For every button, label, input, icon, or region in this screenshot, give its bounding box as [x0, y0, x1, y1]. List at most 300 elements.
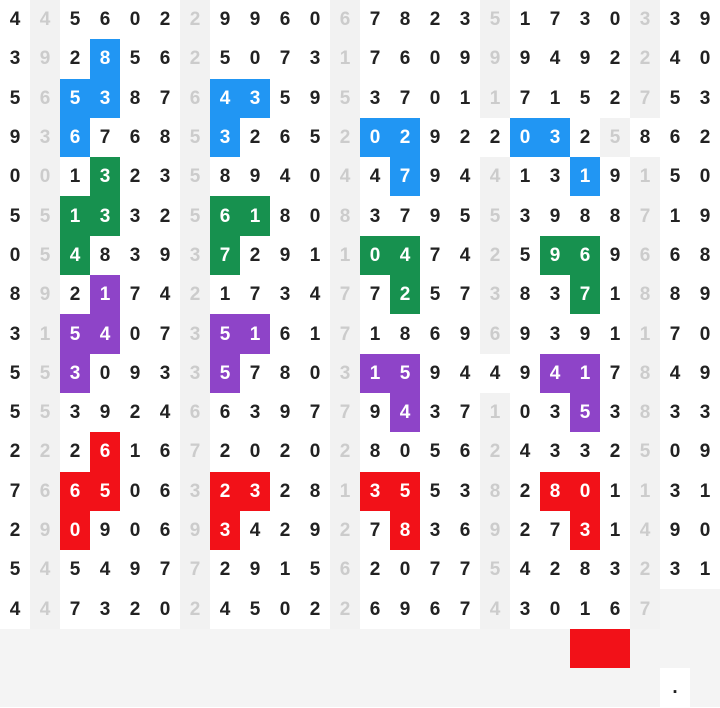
- grid-cell-r6-c3: 8: [90, 236, 120, 275]
- grid-cell-r14-c13: 0: [390, 550, 420, 589]
- grid-cell-r2-c0: 5: [0, 79, 30, 118]
- grid-cell-r16-c17: [510, 629, 540, 668]
- grid-cell-r15-c10: 2: [300, 589, 330, 628]
- grid-cell-r1-c0: 3: [0, 39, 30, 78]
- grid-cell-r4-c17: 1: [510, 157, 540, 196]
- grid-cell-r16-c6: [180, 629, 210, 668]
- grid-cell-r15-c23: [690, 589, 720, 628]
- grid-cell-r4-c23: 0: [690, 157, 720, 196]
- grid-cell-r14-c15: 7: [450, 550, 480, 589]
- grid-cell-r8-c23: 0: [690, 314, 720, 353]
- grid-cell-r0-c22: 3: [660, 0, 690, 39]
- grid-cell-r3-c1: 3: [30, 118, 60, 157]
- grid-cell-r5-c11: 8: [330, 196, 360, 235]
- grid-cell-r5-c19: 8: [570, 196, 600, 235]
- grid-cell-r14-c20: 3: [600, 550, 630, 589]
- grid-cell-r4-c8: 9: [240, 157, 270, 196]
- grid-cell-r9-c11: 3: [330, 354, 360, 393]
- grid-cell-r5-c17: 3: [510, 196, 540, 235]
- grid-cell-r12-c7: 2: [210, 472, 240, 511]
- grid-cell-r14-c0: 5: [0, 550, 30, 589]
- grid-cell-r13-c8: 4: [240, 511, 270, 550]
- grid-cell-r15-c14: 6: [420, 589, 450, 628]
- grid-cell-r12-c10: 8: [300, 472, 330, 511]
- grid-cell-r11-c4: 1: [120, 432, 150, 471]
- grid-cell-r0-c18: 7: [540, 0, 570, 39]
- grid-cell-r3-c23: 2: [690, 118, 720, 157]
- grid-cell-r7-c22: 8: [660, 275, 690, 314]
- grid-cell-r6-c9: 9: [270, 236, 300, 275]
- grid-cell-r9-c14: 9: [420, 354, 450, 393]
- grid-cell-r2-c6: 6: [180, 79, 210, 118]
- grid-cell-r17-c0: [0, 668, 30, 707]
- grid-cell-r13-c5: 6: [150, 511, 180, 550]
- grid-cell-r4-c7: 8: [210, 157, 240, 196]
- grid-cell-r13-c1: 9: [30, 511, 60, 550]
- grid-cell-r6-c20: 9: [600, 236, 630, 275]
- grid-cell-r4-c12: 4: [360, 157, 390, 196]
- grid-cell-r16-c20: [600, 629, 630, 668]
- grid-cell-r2-c7: 4: [210, 79, 240, 118]
- grid-cell-r7-c6: 2: [180, 275, 210, 314]
- grid-cell-r14-c23: 1: [690, 550, 720, 589]
- grid-cell-r7-c1: 9: [30, 275, 60, 314]
- grid-cell-r0-c11: 6: [330, 0, 360, 39]
- grid-cell-r2-c14: 0: [420, 79, 450, 118]
- grid-cell-r9-c21: 8: [630, 354, 660, 393]
- grid-cell-r13-c14: 3: [420, 511, 450, 550]
- grid-cell-r17-c3: [90, 668, 120, 707]
- grid-cell-r6-c2: 4: [60, 236, 90, 275]
- grid-cell-r5-c12: 3: [360, 196, 390, 235]
- grid-cell-r5-c0: 5: [0, 196, 30, 235]
- grid-cell-r2-c11: 5: [330, 79, 360, 118]
- grid-cell-r3-c20: 5: [600, 118, 630, 157]
- grid-cell-r5-c3: 3: [90, 196, 120, 235]
- grid-cell-r11-c15: 6: [450, 432, 480, 471]
- grid-cell-r3-c3: 7: [90, 118, 120, 157]
- grid-cell-r0-c5: 2: [150, 0, 180, 39]
- grid-cell-r4-c5: 3: [150, 157, 180, 196]
- grid-cell-r14-c4: 9: [120, 550, 150, 589]
- grid-cell-r2-c12: 3: [360, 79, 390, 118]
- grid-cell-r3-c15: 2: [450, 118, 480, 157]
- grid-cell-r10-c20: 3: [600, 393, 630, 432]
- grid-cell-r1-c11: 1: [330, 39, 360, 78]
- grid-cell-r6-c0: 0: [0, 236, 30, 275]
- grid-cell-r10-c3: 9: [90, 393, 120, 432]
- grid-cell-r2-c16: 1: [480, 79, 510, 118]
- grid-cell-r7-c9: 3: [270, 275, 300, 314]
- grid-cell-r12-c17: 2: [510, 472, 540, 511]
- grid-cell-r1-c10: 3: [300, 39, 330, 78]
- grid-cell-r2-c4: 8: [120, 79, 150, 118]
- grid-cell-r16-c21: [630, 629, 660, 668]
- grid-cell-r3-c7: 3: [210, 118, 240, 157]
- grid-cell-r12-c6: 3: [180, 472, 210, 511]
- grid-cell-r5-c21: 7: [630, 196, 660, 235]
- grid-cell-r13-c6: 9: [180, 511, 210, 550]
- grid-cell-r10-c18: 3: [540, 393, 570, 432]
- grid-cell-r12-c12: 3: [360, 472, 390, 511]
- grid-cell-r4-c14: 9: [420, 157, 450, 196]
- grid-cell-r10-c5: 4: [150, 393, 180, 432]
- grid-cell-r16-c0: [0, 629, 30, 668]
- grid-cell-r0-c12: 7: [360, 0, 390, 39]
- grid-cell-r0-c19: 3: [570, 0, 600, 39]
- grid-cell-r1-c6: 2: [180, 39, 210, 78]
- grid-cell-r7-c19: 7: [570, 275, 600, 314]
- grid-cell-r5-c22: 1: [660, 196, 690, 235]
- grid-cell-r0-c16: 5: [480, 0, 510, 39]
- grid-cell-r12-c19: 0: [570, 472, 600, 511]
- grid-cell-r2-c9: 5: [270, 79, 300, 118]
- grid-cell-r16-c11: [330, 629, 360, 668]
- grid-cell-r2-c21: 7: [630, 79, 660, 118]
- grid-cell-r5-c4: 3: [120, 196, 150, 235]
- grid-cell-r14-c5: 7: [150, 550, 180, 589]
- grid-cell-r2-c10: 9: [300, 79, 330, 118]
- grid-cell-r6-c19: 6: [570, 236, 600, 275]
- grid-cell-r3-c4: 6: [120, 118, 150, 157]
- grid-cell-r11-c12: 8: [360, 432, 390, 471]
- grid-cell-r7-c15: 7: [450, 275, 480, 314]
- grid-cell-r4-c22: 5: [660, 157, 690, 196]
- grid-cell-r17-c22: .: [660, 668, 690, 707]
- grid-cell-r1-c22: 4: [660, 39, 690, 78]
- grid-cell-r7-c11: 7: [330, 275, 360, 314]
- grid-cell-r9-c18: 4: [540, 354, 570, 393]
- grid-cell-r1-c20: 2: [600, 39, 630, 78]
- grid-cell-r14-c17: 4: [510, 550, 540, 589]
- grid-cell-r8-c18: 3: [540, 314, 570, 353]
- grid-cell-r5-c9: 8: [270, 196, 300, 235]
- grid-cell-r13-c20: 1: [600, 511, 630, 550]
- grid-cell-r7-c5: 4: [150, 275, 180, 314]
- grid-cell-r1-c7: 5: [210, 39, 240, 78]
- grid-cell-r15-c5: 0: [150, 589, 180, 628]
- grid-cell-r9-c0: 5: [0, 354, 30, 393]
- grid-cell-r17-c17: [510, 668, 540, 707]
- grid-cell-r17-c20: [600, 668, 630, 707]
- grid-cell-r4-c1: 0: [30, 157, 60, 196]
- grid-cell-r13-c12: 7: [360, 511, 390, 550]
- grid-cell-r1-c18: 4: [540, 39, 570, 78]
- grid-cell-r4-c21: 1: [630, 157, 660, 196]
- grid-cell-r7-c10: 4: [300, 275, 330, 314]
- grid-cell-r11-c6: 7: [180, 432, 210, 471]
- grid-cell-r7-c20: 1: [600, 275, 630, 314]
- grid-cell-r7-c0: 8: [0, 275, 30, 314]
- grid-cell-r15-c11: 2: [330, 589, 360, 628]
- grid-cell-r11-c13: 0: [390, 432, 420, 471]
- grid-cell-r11-c18: 3: [540, 432, 570, 471]
- grid-cell-r10-c7: 6: [210, 393, 240, 432]
- grid-cell-r4-c11: 4: [330, 157, 360, 196]
- grid-cell-r12-c18: 8: [540, 472, 570, 511]
- grid-cell-r14-c3: 4: [90, 550, 120, 589]
- grid-cell-r7-c16: 3: [480, 275, 510, 314]
- grid-cell-r2-c1: 6: [30, 79, 60, 118]
- grid-cell-r0-c7: 9: [210, 0, 240, 39]
- grid-cell-r3-c13: 2: [390, 118, 420, 157]
- grid-cell-r12-c0: 7: [0, 472, 30, 511]
- grid-cell-r13-c15: 6: [450, 511, 480, 550]
- grid-cell-r17-c7: [210, 668, 240, 707]
- grid-cell-r12-c13: 5: [390, 472, 420, 511]
- grid-cell-r2-c23: 3: [690, 79, 720, 118]
- grid-cell-r0-c4: 0: [120, 0, 150, 39]
- grid-cell-r4-c4: 2: [120, 157, 150, 196]
- grid-cell-r3-c12: 0: [360, 118, 390, 157]
- grid-cell-r16-c14: [420, 629, 450, 668]
- grid-cell-r8-c21: 1: [630, 314, 660, 353]
- grid-cell-r4-c9: 4: [270, 157, 300, 196]
- grid-cell-r1-c4: 5: [120, 39, 150, 78]
- grid-cell-r11-c3: 6: [90, 432, 120, 471]
- grid-cell-r11-c5: 6: [150, 432, 180, 471]
- grid-cell-r9-c4: 9: [120, 354, 150, 393]
- grid-cell-r14-c12: 2: [360, 550, 390, 589]
- grid-cell-r8-c19: 9: [570, 314, 600, 353]
- grid-cell-r12-c21: 1: [630, 472, 660, 511]
- grid-cell-r0-c21: 3: [630, 0, 660, 39]
- grid-cell-r10-c22: 3: [660, 393, 690, 432]
- grid-cell-r8-c11: 7: [330, 314, 360, 353]
- grid-cell-r14-c7: 2: [210, 550, 240, 589]
- grid-cell-r12-c8: 3: [240, 472, 270, 511]
- grid-cell-r9-c3: 0: [90, 354, 120, 393]
- grid-cell-r5-c6: 5: [180, 196, 210, 235]
- grid-cell-r7-c4: 7: [120, 275, 150, 314]
- grid-cell-r0-c8: 9: [240, 0, 270, 39]
- grid-cell-r17-c16: [480, 668, 510, 707]
- grid-cell-r15-c17: 3: [510, 589, 540, 628]
- grid-cell-r5-c18: 9: [540, 196, 570, 235]
- grid-cell-r16-c1: [30, 629, 60, 668]
- grid-cell-r6-c1: 5: [30, 236, 60, 275]
- grid-cell-r13-c17: 2: [510, 511, 540, 550]
- grid-cell-r0-c20: 0: [600, 0, 630, 39]
- grid-cell-r4-c16: 4: [480, 157, 510, 196]
- grid-cell-r16-c18: [540, 629, 570, 668]
- grid-cell-r15-c21: 7: [630, 589, 660, 628]
- grid-cell-r11-c16: 2: [480, 432, 510, 471]
- grid-cell-r11-c23: 9: [690, 432, 720, 471]
- grid-cell-r15-c19: 1: [570, 589, 600, 628]
- grid-cell-r1-c14: 0: [420, 39, 450, 78]
- grid-cell-r7-c23: 9: [690, 275, 720, 314]
- grid-cell-r14-c1: 4: [30, 550, 60, 589]
- grid-cell-r6-c6: 3: [180, 236, 210, 275]
- grid-cell-r9-c19: 1: [570, 354, 600, 393]
- grid-cell-r12-c11: 1: [330, 472, 360, 511]
- grid-cell-r15-c2: 7: [60, 589, 90, 628]
- grid-cell-r8-c0: 3: [0, 314, 30, 353]
- grid-cell-r6-c8: 2: [240, 236, 270, 275]
- grid-cell-r14-c6: 7: [180, 550, 210, 589]
- grid-cell-r11-c2: 2: [60, 432, 90, 471]
- grid-cell-r15-c22: [660, 589, 690, 628]
- grid-cell-r3-c21: 8: [630, 118, 660, 157]
- grid-cell-r11-c22: 0: [660, 432, 690, 471]
- grid-cell-r6-c10: 1: [300, 236, 330, 275]
- grid-cell-r4-c15: 4: [450, 157, 480, 196]
- grid-cell-r3-c8: 2: [240, 118, 270, 157]
- grid-cell-r5-c23: 9: [690, 196, 720, 235]
- grid-cell-r11-c11: 2: [330, 432, 360, 471]
- grid-cell-r13-c0: 2: [0, 511, 30, 550]
- grid-cell-r8-c2: 5: [60, 314, 90, 353]
- grid-cell-r16-c9: [270, 629, 300, 668]
- grid-cell-r13-c2: 0: [60, 511, 90, 550]
- grid-cell-r4-c19: 1: [570, 157, 600, 196]
- grid-cell-r13-c23: 0: [690, 511, 720, 550]
- grid-cell-r6-c13: 4: [390, 236, 420, 275]
- grid-cell-r11-c17: 4: [510, 432, 540, 471]
- grid-cell-r9-c1: 5: [30, 354, 60, 393]
- grid-cell-r14-c21: 2: [630, 550, 660, 589]
- grid-cell-r15-c12: 6: [360, 589, 390, 628]
- grid-cell-r0-c9: 6: [270, 0, 300, 39]
- grid-cell-r0-c14: 2: [420, 0, 450, 39]
- grid-cell-r4-c6: 5: [180, 157, 210, 196]
- grid-cell-r10-c8: 3: [240, 393, 270, 432]
- grid-cell-r15-c4: 2: [120, 589, 150, 628]
- grid-cell-r16-c19: [570, 629, 600, 668]
- grid-cell-r2-c20: 2: [600, 79, 630, 118]
- grid-cell-r8-c9: 6: [270, 314, 300, 353]
- grid-cell-r9-c22: 4: [660, 354, 690, 393]
- grid-cell-r1-c23: 0: [690, 39, 720, 78]
- grid-cell-r1-c5: 6: [150, 39, 180, 78]
- grid-cell-r6-c17: 5: [510, 236, 540, 275]
- grid-cell-r10-c6: 6: [180, 393, 210, 432]
- grid-cell-r1-c1: 9: [30, 39, 60, 78]
- grid-cell-r8-c4: 0: [120, 314, 150, 353]
- grid-cell-r9-c10: 0: [300, 354, 330, 393]
- grid-cell-r10-c9: 9: [270, 393, 300, 432]
- grid-cell-r17-c23: [690, 668, 720, 707]
- grid-cell-r13-c22: 9: [660, 511, 690, 550]
- grid-cell-r14-c11: 6: [330, 550, 360, 589]
- grid-cell-r13-c19: 3: [570, 511, 600, 550]
- grid-cell-r3-c0: 9: [0, 118, 30, 157]
- grid-cell-r14-c14: 7: [420, 550, 450, 589]
- grid-cell-r2-c3: 3: [90, 79, 120, 118]
- grid-cell-r17-c13: [390, 668, 420, 707]
- grid-cell-r10-c19: 5: [570, 393, 600, 432]
- grid-cell-r13-c18: 7: [540, 511, 570, 550]
- grid-cell-r11-c9: 2: [270, 432, 300, 471]
- grid-cell-r13-c3: 9: [90, 511, 120, 550]
- grid-cell-r8-c3: 4: [90, 314, 120, 353]
- grid-cell-r13-c9: 2: [270, 511, 300, 550]
- grid-cell-r12-c22: 3: [660, 472, 690, 511]
- grid-cell-r15-c3: 3: [90, 589, 120, 628]
- grid-cell-r6-c12: 0: [360, 236, 390, 275]
- grid-cell-r11-c19: 3: [570, 432, 600, 471]
- grid-cell-r16-c16: [480, 629, 510, 668]
- grid-cell-r12-c15: 3: [450, 472, 480, 511]
- grid-cell-r17-c1: [30, 668, 60, 707]
- grid-cell-r13-c21: 4: [630, 511, 660, 550]
- grid-cell-r1-c3: 8: [90, 39, 120, 78]
- grid-cell-r15-c18: 0: [540, 589, 570, 628]
- grid-cell-r17-c18: [540, 668, 570, 707]
- grid-cell-r17-c2: [60, 668, 90, 707]
- grid-cell-r13-c13: 8: [390, 511, 420, 550]
- grid-cell-r1-c17: 9: [510, 39, 540, 78]
- grid-cell-r13-c4: 0: [120, 511, 150, 550]
- grid-cell-r6-c21: 6: [630, 236, 660, 275]
- grid-cell-r3-c16: 2: [480, 118, 510, 157]
- grid-cell-r3-c18: 3: [540, 118, 570, 157]
- grid-cell-r11-c7: 2: [210, 432, 240, 471]
- grid-cell-r10-c15: 7: [450, 393, 480, 432]
- grid-cell-r2-c22: 5: [660, 79, 690, 118]
- grid-cell-r16-c5: [150, 629, 180, 668]
- grid-cell-r11-c21: 5: [630, 432, 660, 471]
- grid-cell-r9-c20: 7: [600, 354, 630, 393]
- grid-cell-r0-c2: 5: [60, 0, 90, 39]
- grid-cell-r11-c8: 0: [240, 432, 270, 471]
- grid-cell-r5-c2: 1: [60, 196, 90, 235]
- grid-cell-r10-c0: 5: [0, 393, 30, 432]
- grid-cell-r17-c9: [270, 668, 300, 707]
- grid-cell-r9-c7: 5: [210, 354, 240, 393]
- grid-cell-r15-c1: 4: [30, 589, 60, 628]
- grid-cell-r16-c15: [450, 629, 480, 668]
- grid-cell-r12-c14: 5: [420, 472, 450, 511]
- grid-cell-r17-c6: [180, 668, 210, 707]
- grid-cell-r10-c1: 5: [30, 393, 60, 432]
- grid-cell-r9-c9: 8: [270, 354, 300, 393]
- grid-cell-r17-c15: [450, 668, 480, 707]
- grid-cell-r9-c23: 9: [690, 354, 720, 393]
- grid-cell-r8-c22: 7: [660, 314, 690, 353]
- grid-cell-r6-c16: 2: [480, 236, 510, 275]
- grid-cell-r4-c2: 1: [60, 157, 90, 196]
- grid-cell-r12-c4: 0: [120, 472, 150, 511]
- grid-cell-r16-c8: [240, 629, 270, 668]
- grid-cell-r15-c20: 6: [600, 589, 630, 628]
- grid-cell-r9-c2: 3: [60, 354, 90, 393]
- grid-cell-r5-c5: 2: [150, 196, 180, 235]
- grid-cell-r17-c12: [360, 668, 390, 707]
- grid-cell-r11-c10: 0: [300, 432, 330, 471]
- grid-cell-r2-c13: 7: [390, 79, 420, 118]
- grid-cell-r8-c6: 3: [180, 314, 210, 353]
- grid-cell-r9-c15: 4: [450, 354, 480, 393]
- grid-cell-r7-c18: 3: [540, 275, 570, 314]
- grid-cell-r0-c1: 4: [30, 0, 60, 39]
- grid-cell-r17-c5: [150, 668, 180, 707]
- grid-cell-r8-c13: 8: [390, 314, 420, 353]
- grid-cell-r2-c18: 1: [540, 79, 570, 118]
- grid-cell-r8-c8: 1: [240, 314, 270, 353]
- grid-cell-r5-c10: 0: [300, 196, 330, 235]
- grid-cell-r8-c1: 1: [30, 314, 60, 353]
- grid-cell-r16-c10: [300, 629, 330, 668]
- grid-cell-r7-c3: 1: [90, 275, 120, 314]
- grid-cell-r11-c20: 2: [600, 432, 630, 471]
- grid-cell-r1-c9: 7: [270, 39, 300, 78]
- grid-cell-r15-c9: 0: [270, 589, 300, 628]
- grid-cell-r8-c17: 9: [510, 314, 540, 353]
- grid-cell-r3-c17: 0: [510, 118, 540, 157]
- grid-cell-r16-c3: [90, 629, 120, 668]
